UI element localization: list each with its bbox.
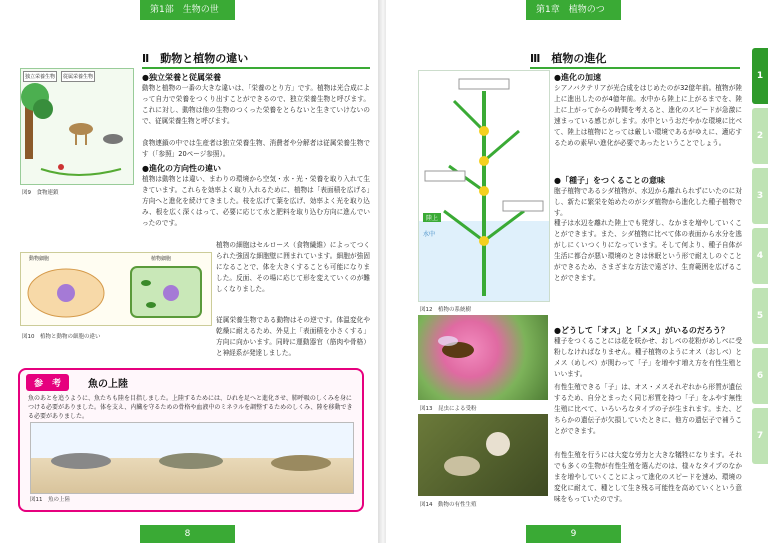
fig10-label-a: 動物細胞 [29, 256, 50, 262]
figure-phylogeny [418, 70, 550, 302]
chapter-tab-4[interactable]: 4 [752, 228, 768, 284]
chapter-tab-1[interactable]: 1 [752, 48, 768, 104]
left-page [0, 0, 380, 543]
r-sub2-text-b: 種子は水辺を離れた陸上でも発芽し、なかまを増やしていくことができます。また、シダ植物に比べて体の表面から水分を逃がしにくいつくりになっています。そして何より、種子自体が生活に都合が悪い環境のときは休眠という形で耐えしのぐことができるため、さまざまな方法で遠ざけ、生育範囲を広げることができます。 [554, 219, 742, 282]
chapter-tab-5[interactable]: 5 [752, 288, 768, 344]
r-sub1-text: シアノバクテリアが光合成をはじめたのが32億年前。植物が陸上に進出したのが4億年前。水中から陸上に上がるまでを、陸上に上がってからの時間を考えると、進化のスピードが急激に速まっている感じがします。水中というおだやかな環境に比べて、陸上は植物にとっては厳しい環境であるがゆえに、適応するための素早い進化が必要であったということでしょう。 [554, 84, 742, 147]
r-sub3-text: 種子をつくることには花を咲かせ、おしべの花粉がめしべに受粉しなければなりません。種子植物のようにオス（おしべ）とメス（めしべ）が関わって「子」を増やす増え方を有性生殖といいます。 [554, 337, 742, 378]
sub2-text-c: 従属栄養生物である動物はその逆です。体温変化や乾燥に耐えるため、外見上「表面積を小さくする」方向に向かいます。同時に運動器官（筋肉や骨格）と神経系が発達しました。 [216, 316, 370, 357]
left-page-number: 8 [140, 525, 235, 543]
fig12-water-label: 水中 [423, 231, 436, 238]
r-sub2-text: 胞子植物であるシダ植物が、水辺から離れられずにいたのに対し、新たに繁栄を始めたのがシダ植物から進化した種子植物です。 [554, 187, 742, 217]
sub1-title: ●独立栄養と従属栄養 [142, 73, 221, 82]
r-sub2-title: ●「種子」をつくることの意味 [554, 176, 665, 185]
left-header: 第1部 生物の世界 [140, 0, 235, 20]
fig10-caption: 図10 植物と動物の細胞の違い [22, 334, 101, 340]
ref-text: 魚のあとを追うように、魚たちも陸を目指しました。上陸するためには、ひれを足へと進化させ、肺呼吸のしくみを身につける必要がありました。体を支え、内臓を守るための骨格や血液中のミネラルを調整するためのしくみ、陸を移動できる必要がありました。 [28, 395, 353, 420]
sub2-text-b: 植物の細胞はセルロース（食物繊維）によってつくられた強固な細胞壁に囲まれています。細胞が強固になることで、体を大きくすることも可能になりました。反面、その場に応じて形を変えていくのが難しくなりました。 [216, 241, 370, 293]
chapter-tab-3[interactable]: 3 [752, 168, 768, 224]
phylogeny-tree [419, 71, 549, 301]
r-sub3-text-c: 有性生殖を行うには大変な労力と大きな犠牲になります。それでも多くの生物が有性生殖を選んだのは、様々なタイプのなかまを増やしていくことによって進化のスピードを速め、環境の変化に耐えて、種として生き残る可能性を高めていくという意味をもっていたのです。 [554, 451, 742, 503]
reference-box [18, 368, 364, 512]
ref-fig-caption: 図11 魚の上陸 [30, 497, 70, 503]
fig12-land-label: 陸上 [423, 213, 441, 222]
r-sub3-text-b: 有性生殖できる「子」は、オス・メスそれぞれから形質が遺伝するため、自分とまったく同じ形質を持つ「子」をふやす無性生殖に比べて、いろいろなタイプの子が生まれます。また、どちらかの遺伝子が欠損していたときに、他方の遺伝子で補うことができます。 [554, 383, 742, 435]
sub2-title: ●進化の方向性の違い [142, 164, 221, 173]
sub1-text-b: 食物連鎖の中では生産者は独立栄養生物、消費者や分解者は従属栄養生物です（「参照」20ページ参照）。 [142, 139, 370, 158]
chapter-tabs [752, 48, 768, 468]
cell-illustration [21, 253, 211, 325]
ref-tag: 参 考 [26, 374, 69, 391]
left-section-title: Ⅱ 動物と植物の違い [142, 50, 370, 69]
figure-food-chain [20, 68, 134, 185]
fig12-caption: 図12 植物の系統樹 [420, 307, 471, 313]
right-section-title: Ⅲ 植物の進化 [530, 50, 740, 69]
fig13-caption: 図13 昆虫による受粉 [420, 406, 477, 412]
photo-bee-pollination [418, 315, 548, 400]
right-header: 第1章 植物のつくり [526, 0, 621, 20]
r-sub1-title: ●進化の加速 [554, 73, 601, 82]
fish-landing-figure [30, 422, 354, 494]
chapter-tab-6[interactable]: 6 [752, 348, 768, 404]
sub2-text: 植物は動物とは違い、まわりの環境から空気・水・光・栄養を取り入れて生きています。これらを効率よく取り入れるために、植物は「表面積を広げる」方向へと進化を続けてきました。枝を広げて葉を広げ、効率よく光を取り込み、根を広く深くはって、必要に応じて水と肥料を取り込む方向に進んでいったのです。 [142, 175, 370, 227]
photo-frog [418, 414, 548, 496]
right-page-number: 9 [526, 525, 621, 543]
chapter-tab-2[interactable]: 2 [752, 108, 768, 164]
ref-title: 魚の上陸 [88, 379, 128, 390]
fig9-label-a: 独立栄養生物 [23, 71, 57, 82]
fig9-label-b: 従属栄養生物 [61, 71, 95, 82]
fig10-label-b: 植物細胞 [151, 256, 172, 262]
r-sub3-title: ●どうして「オス」と「メス」がいるのだろう？ [554, 326, 729, 335]
fig14-caption: 図14 動物の有性生殖 [420, 502, 477, 508]
right-page [386, 0, 750, 543]
fig9-caption: 図9 食物連鎖 [22, 190, 59, 196]
chapter-tab-7[interactable]: 7 [752, 408, 768, 464]
food-chain-illustration [21, 69, 133, 184]
figure-cells [20, 252, 212, 326]
sub1-text-a: 動物と植物の一番の大きな違いは、「栄養のとり方」です。植物は光合成によって自力で栄養をつくり出すことができるので、独立栄養生物と呼びます。これに対し、動物は他の生物のつくった栄養をとらないと生きていけないので、従属栄養生物と呼びます。 [142, 84, 370, 125]
